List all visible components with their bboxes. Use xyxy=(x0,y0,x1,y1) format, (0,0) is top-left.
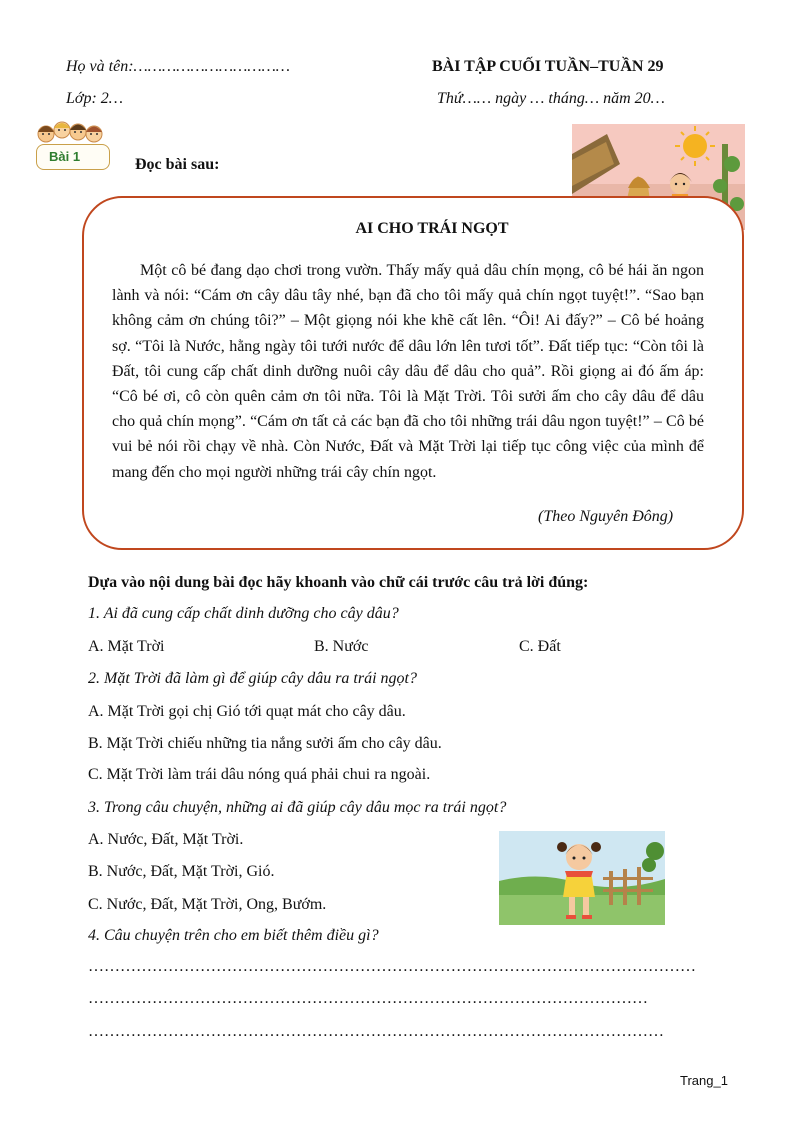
q1-option-a[interactable]: A. Mặt Trời xyxy=(88,638,165,655)
girl-illustration xyxy=(499,831,665,925)
student-name-field: Họ và tên:…………………………… xyxy=(66,58,291,75)
q3-option-b[interactable]: B. Nước, Đất, Mặt Trời, Gió. xyxy=(88,863,275,880)
q1-option-c[interactable]: C. Đất xyxy=(519,638,561,655)
question-2: 2. Mặt Trời đã làm gì để giúp cây dâu ra trái ngọt? xyxy=(88,670,417,687)
exercise-instruction: Đọc bài sau: xyxy=(135,156,220,173)
question-1: 1. Ai đã cung cấp chất dinh dưỡng cho cây dâu? xyxy=(88,605,399,622)
story-paragraph: Một cô bé đang dạo chơi trong vườn. Thấy mấy quả dâu chín mọng, cô bé hái ăn ngon lành và nói: “Cám ơn cây dâu tây nhé, bạn đã cho tôi mấy quả chín ngọt tuyệt!”. “Sao bạn không cảm ơn chúng tôi?” – Một giọng nói khe khẽ cất lên. “Ôi! Ai đấy?” – Cô bé hoảng sợ. “Tôi là Nước, hằng ngày tôi tưới nước để dâu lớn lên tươi tốt”. Đất tiếp tục: “Còn tôi là Đất, tôi cung cấp chất dinh dưỡng nuôi cây dâu để dâu cho quả”. Rồi giọng ai đó ấm áp: “Cô bé ơi, cô còn quên cảm ơn tôi nữa. Tôi là Mặt Trời. Tôi sưởi ấm cho cây dâu để dâu cho quả chín mọng”. “Cám ơn tất cả các bạn đã cho tôi những trái dâu ngon tuyệt!” – Cô bé vui bẻ nói rồi chạy về nhà. Còn Nước, Đất và Mặt Trời lại tiếp tục công việc của mình để mang đến cho mọi người những trái cây chín ngọt. xyxy=(112,262,704,481)
answer-line-2[interactable]: …………………………………………………………………………………………… xyxy=(88,990,648,1007)
story-title: AI CHO TRÁI NGỌT xyxy=(355,220,509,237)
answer-line-1[interactable]: …………………………………………………………………………………………………… xyxy=(88,958,696,975)
question-3: 3. Trong câu chuyện, những ai đã giúp cây dâu mọc ra trái ngọt? xyxy=(88,799,507,816)
story-source: (Theo Nguyên Đông) xyxy=(538,508,674,525)
page-title: BÀI TẬP CUỐI TUẦN–TUẦN 29 xyxy=(432,58,664,75)
date-field: Thứ…… ngày … tháng… năm 20… xyxy=(437,90,665,107)
answer-line-3[interactable]: ……………………………………………………………………………………………… xyxy=(88,1023,664,1040)
exercise-badge-label: Bài 1 xyxy=(36,144,110,170)
q3-option-a[interactable]: A. Nước, Đất, Mặt Trời. xyxy=(88,831,244,848)
q2-option-c[interactable]: C. Mặt Trời làm trái dâu nóng quá phải chui ra ngoài. xyxy=(88,766,431,783)
student-class-field: Lớp: 2… xyxy=(66,90,123,107)
q3-option-c[interactable]: C. Nước, Đất, Mặt Trời, Ong, Bướm. xyxy=(88,896,327,913)
q1-option-b[interactable]: B. Nước xyxy=(314,638,369,655)
questions-instruction: Dựa vào nội dung bài đọc hãy khoanh vào chữ cái trước câu trả lời đúng: xyxy=(88,574,589,591)
question-4: 4. Câu chuyện trên cho em biết thêm điều gì? xyxy=(88,927,379,944)
story-body xyxy=(112,258,704,485)
q2-option-b[interactable]: B. Mặt Trời chiếu những tia nắng sưởi ấm cho cây dâu. xyxy=(88,735,442,752)
page-number: Trang_1 xyxy=(680,1073,728,1088)
exercise-badge xyxy=(32,118,112,178)
q2-option-a[interactable]: A. Mặt Trời gọi chị Gió tới quạt mát cho cây dâu. xyxy=(88,703,406,720)
